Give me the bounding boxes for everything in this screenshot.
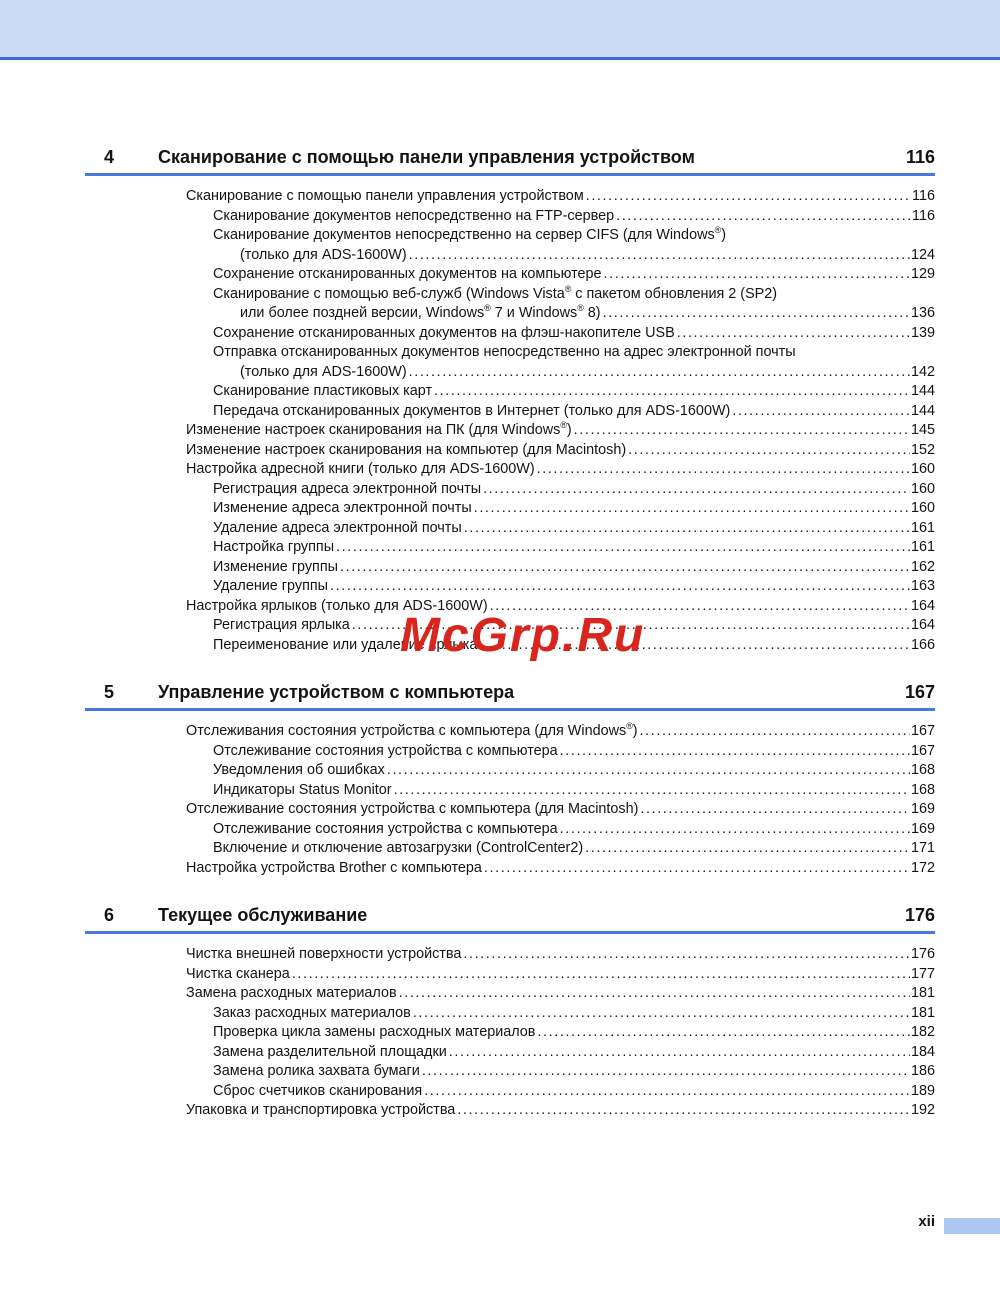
chapter-title: Управление устройством с компьютера xyxy=(158,682,515,702)
toc-entry xyxy=(85,441,935,461)
dot-leader xyxy=(484,859,910,879)
dot-leader xyxy=(464,519,910,539)
entry-page: 161 xyxy=(910,539,935,555)
entry-text: Сброс счетчиков сканирования xyxy=(213,1082,423,1099)
entry-page: 176 xyxy=(910,946,935,962)
entry-page: 166 xyxy=(910,636,935,653)
entry-text: Изменение группы xyxy=(213,558,338,575)
dot-leader xyxy=(340,558,910,578)
toc-entry xyxy=(85,207,935,227)
entry-page: 181 xyxy=(910,1004,935,1021)
chapter-title: Текущее обслуживание xyxy=(158,905,368,925)
chapter-rule xyxy=(85,931,935,934)
entry-text: Удаление адреса электронной почты xyxy=(213,519,462,536)
chapter-page: 116 xyxy=(905,147,935,167)
dot-leader xyxy=(574,421,910,441)
entry-text: Регистрация ярлыка xyxy=(213,617,350,633)
dot-leader xyxy=(483,480,910,500)
entry-text: Включение и отключение автозагрузки (ControlCenter2) xyxy=(213,840,584,856)
toc-entry xyxy=(85,363,935,383)
entry-text: Упаковка и транспортировка устройства xyxy=(186,1102,456,1118)
toc-entry xyxy=(85,742,935,762)
dot-leader xyxy=(424,1082,910,1102)
dot-leader xyxy=(640,800,910,820)
registered-mark: ® xyxy=(714,225,722,236)
toc-entry xyxy=(85,722,935,742)
toc-entry xyxy=(85,1023,935,1043)
toc-entry xyxy=(85,499,935,519)
toc-entry xyxy=(85,1043,935,1063)
entry-page: 116 xyxy=(912,207,935,224)
toc-entry xyxy=(85,839,935,859)
toc-entry xyxy=(85,285,935,305)
toc-entry xyxy=(85,597,935,617)
entry-text: Замена разделительной площадки xyxy=(213,1043,447,1060)
toc-entry xyxy=(85,945,935,965)
toc-entry xyxy=(85,304,935,324)
entry-page: 116 xyxy=(912,188,935,204)
chapter-section xyxy=(85,681,935,878)
entry-text: Настройка группы xyxy=(213,539,335,555)
toc-entry xyxy=(85,421,935,441)
toc-entry xyxy=(85,965,935,985)
dot-leader xyxy=(422,1062,910,1082)
entry-text: Изменение настроек сканирования на компьютер (для Macintosh) xyxy=(186,441,627,458)
chapter-section xyxy=(85,904,935,1121)
entry-text: или более поздней версии, Windows® 7 и Windows® 8) xyxy=(240,303,601,321)
dot-leader xyxy=(732,402,910,422)
toc-entry xyxy=(85,800,935,820)
entry-page: 124 xyxy=(910,246,935,263)
toc-entry xyxy=(85,577,935,597)
chapter-title: Сканирование с помощью панели управления устройством xyxy=(158,147,695,167)
toc-content xyxy=(85,60,935,1121)
toc-entry xyxy=(85,636,935,656)
entry-page: 144 xyxy=(910,383,935,399)
toc-entry xyxy=(85,402,935,422)
watermark: McGrp.Ru xyxy=(400,609,646,662)
entry-page: 164 xyxy=(910,617,935,633)
dot-leader xyxy=(449,1043,910,1063)
chapter-entries xyxy=(85,945,935,1121)
dot-leader xyxy=(399,984,910,1004)
dot-leader xyxy=(628,441,910,461)
chapter-page: 176 xyxy=(904,905,935,925)
dot-leader xyxy=(330,577,910,597)
entry-text: Изменение адреса электронной почты xyxy=(213,500,472,516)
chapter-page: 167 xyxy=(904,682,935,702)
entry-text: Отслеживание состояния устройства с компьютера xyxy=(213,820,558,837)
entry-page: 186 xyxy=(910,1063,935,1079)
dot-leader xyxy=(560,742,910,762)
toc-entry xyxy=(85,519,935,539)
dot-leader xyxy=(586,187,911,207)
entry-page: 169 xyxy=(910,801,935,817)
toc-entry xyxy=(85,761,935,781)
toc-entry xyxy=(85,558,935,578)
registered-mark: ® xyxy=(484,303,491,314)
entry-page: 167 xyxy=(910,742,935,759)
entry-page: 189 xyxy=(910,1082,935,1099)
entry-page: 164 xyxy=(910,597,935,614)
dot-leader xyxy=(640,722,910,742)
entry-text: Уведомления об ошибках xyxy=(213,762,385,778)
toc-entry xyxy=(85,480,935,500)
entry-text: Сохранение отсканированных документов на компьютере xyxy=(213,266,602,282)
entry-page: 168 xyxy=(910,781,935,798)
entry-page: 129 xyxy=(910,266,935,282)
entry-text: Сохранение отсканированных документов на флэш-накопителе USB xyxy=(213,324,675,341)
dot-leader xyxy=(490,597,910,617)
dot-leader xyxy=(413,1004,910,1024)
toc-entry xyxy=(85,1004,935,1024)
entry-page: 152 xyxy=(910,441,935,458)
dot-leader xyxy=(457,1101,910,1121)
entry-page: 171 xyxy=(910,840,935,856)
chapter-number: 5 xyxy=(104,682,115,702)
dot-leader xyxy=(604,265,910,285)
entry-text: Сканирование пластиковых карт xyxy=(213,383,433,399)
entry-page: 162 xyxy=(910,558,935,575)
dot-leader xyxy=(394,781,910,801)
entry-text: Регистрация адреса электронной почты xyxy=(213,480,482,497)
dot-leader xyxy=(463,945,910,965)
toc-entry xyxy=(85,859,935,879)
entry-page: 177 xyxy=(910,965,935,982)
entry-page: 184 xyxy=(910,1043,935,1060)
entry-text: Изменение настроек сканирования на ПК (для Windows®) xyxy=(186,420,572,438)
entry-page: 181 xyxy=(910,985,935,1001)
chapter-section xyxy=(85,146,935,655)
toc-entry xyxy=(85,781,935,801)
dot-leader xyxy=(560,820,910,840)
dot-leader xyxy=(352,616,910,636)
entry-page: 167 xyxy=(910,723,935,739)
dot-leader xyxy=(336,538,910,558)
registered-mark: ® xyxy=(626,721,633,732)
dot-leader xyxy=(479,636,910,656)
entry-page: 169 xyxy=(910,820,935,837)
chapter-heading xyxy=(85,904,935,926)
entry-page: 145 xyxy=(910,422,935,438)
chapter-rule xyxy=(85,173,935,176)
entry-page: 168 xyxy=(910,762,935,778)
entry-page: 172 xyxy=(910,859,935,876)
entry-text: Сканирование с помощью веб-служб (Windows Vista® с пакетом обновления 2 (SP2) xyxy=(213,283,778,302)
dot-leader xyxy=(677,324,910,344)
toc-entry xyxy=(85,246,935,266)
dot-leader xyxy=(434,382,910,402)
registered-mark: ® xyxy=(560,420,567,431)
dot-leader xyxy=(474,499,910,519)
entry-page: 163 xyxy=(910,578,935,594)
toc-entry xyxy=(85,265,935,285)
chapter-heading xyxy=(85,146,935,168)
entry-text: Переименование или удаление ярлыка xyxy=(213,636,478,653)
dot-leader xyxy=(292,965,910,985)
entry-text: Сканирование документов непосредственно на FTP-сервер xyxy=(213,207,615,224)
toc-entry xyxy=(85,984,935,1004)
entry-page: 139 xyxy=(910,324,935,341)
entry-text: Сканирование с помощью панели управления устройством xyxy=(186,188,584,204)
entry-text: Сканирование документов непосредственно на сервер CIFS (для Windows®) xyxy=(213,225,727,243)
entry-page: 160 xyxy=(910,480,935,497)
entry-text: Настройка адресной книги (только для ADS-1600W) xyxy=(186,461,535,477)
toc-entry xyxy=(85,324,935,344)
entry-text: Удаление группы xyxy=(213,578,329,594)
entry-text: Настройка ярлыков (только для ADS-1600W) xyxy=(186,597,488,614)
entry-text: (только для ADS-1600W) xyxy=(240,363,407,380)
toc-entry xyxy=(85,538,935,558)
entry-page: 161 xyxy=(910,519,935,536)
toc-entry xyxy=(85,1062,935,1082)
toc-entry xyxy=(85,1082,935,1102)
entry-text: Настройка устройства Brother с компьютера xyxy=(186,859,482,876)
dot-leader xyxy=(585,839,910,859)
entry-text: Индикаторы Status Monitor xyxy=(213,781,392,798)
entry-text: Отслеживание состояния устройства с компьютера (для Macintosh) xyxy=(186,801,639,817)
entry-page: 182 xyxy=(910,1024,935,1040)
entry-text: Проверка цикла замены расходных материалов xyxy=(213,1024,536,1040)
dot-leader xyxy=(537,1023,910,1043)
entry-text: Замена расходных материалов xyxy=(186,985,397,1001)
registered-mark: ® xyxy=(577,303,584,314)
entry-text: Замена ролика захвата бумаги xyxy=(213,1063,420,1079)
toc-entry xyxy=(85,460,935,480)
toc-entry xyxy=(85,343,935,363)
chapter-heading xyxy=(85,681,935,703)
entry-text: Передача отсканированных документов в Интернет (только для ADS-1600W) xyxy=(213,402,731,419)
dot-leader xyxy=(409,363,910,383)
entry-text: Заказ расходных материалов xyxy=(213,1004,411,1021)
toc-entry xyxy=(85,382,935,402)
entry-page: 160 xyxy=(910,461,935,477)
dot-leader xyxy=(409,246,910,266)
dot-leader xyxy=(603,304,910,324)
chapter-rule xyxy=(85,708,935,711)
toc-entry xyxy=(85,187,935,207)
entry-page: 142 xyxy=(910,363,935,380)
entry-text: Отправка отсканированных документов непосредственно на адрес электронной почты xyxy=(213,344,796,360)
entry-text: Чистка внешней поверхности устройства xyxy=(186,946,462,962)
dot-leader xyxy=(537,460,910,480)
entry-page: 192 xyxy=(910,1102,935,1118)
chapter-entries xyxy=(85,187,935,655)
toc-entry xyxy=(85,820,935,840)
dot-leader xyxy=(387,761,910,781)
toc-entry xyxy=(85,616,935,636)
registered-mark: ® xyxy=(564,283,572,294)
entry-text: Отслеживания состояния устройства с компьютера (для Windows®) xyxy=(186,721,638,739)
footer-accent-bar xyxy=(944,1218,1000,1234)
dot-leader xyxy=(616,207,911,227)
toc-entry xyxy=(85,226,935,246)
entry-page: 144 xyxy=(910,402,935,419)
entry-text: Чистка сканера xyxy=(186,965,290,982)
footer-page-number: xii xyxy=(918,1213,935,1230)
top-banner xyxy=(0,0,1000,60)
entry-page: 160 xyxy=(910,500,935,516)
entry-text: (только для ADS-1600W) xyxy=(240,246,407,263)
entry-page: 136 xyxy=(910,305,935,321)
toc-entry xyxy=(85,1101,935,1121)
chapter-entries xyxy=(85,722,935,878)
entry-text: Отслеживание состояния устройства с компьютера xyxy=(213,742,558,759)
chapter-number: 4 xyxy=(104,147,115,167)
chapter-number: 6 xyxy=(104,905,115,925)
